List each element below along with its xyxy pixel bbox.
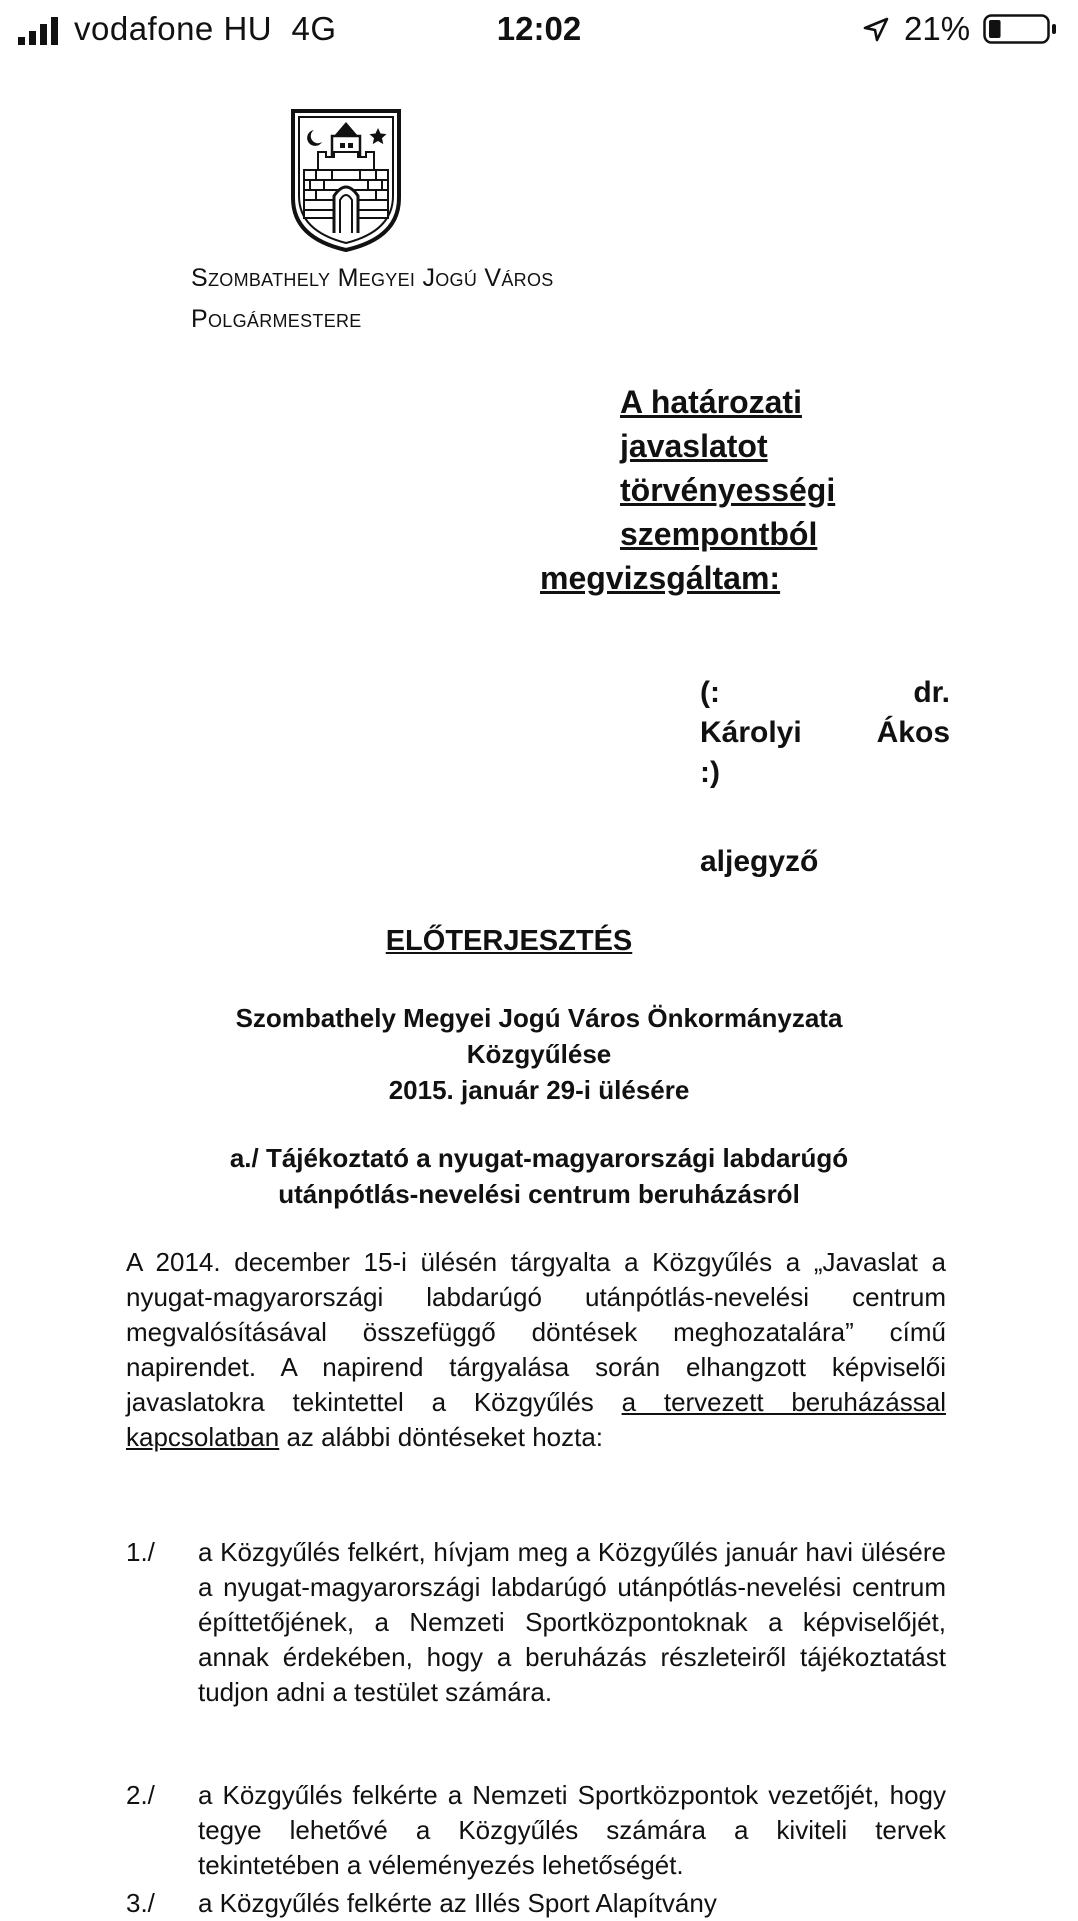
document-title: ELŐTERJESZTÉS: [385, 925, 633, 957]
intro-text-end: az alábbi döntéseket hozta:: [279, 1422, 604, 1452]
battery-percent: 21%: [904, 10, 971, 47]
letterhead-org-line2: Polgármestere: [191, 305, 362, 333]
sig-name-last: Ákos: [876, 716, 950, 749]
stamp-line: törvényességi: [620, 472, 836, 508]
subject-line2: utánpótlás-nevelési centrum beruházásról: [278, 1179, 800, 1209]
document-title-wrap: [0, 925, 1078, 958]
stamp-line: szempontból: [620, 516, 818, 552]
legal-check-stamp: [540, 380, 860, 600]
carrier-name: vodafone HU: [74, 10, 273, 47]
battery-icon: [983, 14, 1059, 44]
subject-block: [0, 1140, 1078, 1212]
decision-item-2: [126, 1778, 946, 1883]
intro-underlined-text: a tervezett beruházással kapcsolatban: [126, 1387, 946, 1452]
item-number: 3./: [126, 1888, 155, 1918]
item-text: a Közgyűlés felkért, hívjam meg a Közgyűlés január havi ülésére a nyugat-magyarországi labdarúgó utánpótlás-nevelési centrum építtetőjének, a Nemzeti Sportközpontoknak a képviselőjét, annak érdekében, hogy a beruházás részleteiről tájékoztatást tudjon adni a testület számára.: [198, 1537, 946, 1707]
subject-line1: a./ Tájékoztató a nyugat-magyarországi labdarúgó: [229, 1143, 849, 1173]
sig-open-right: dr.: [913, 676, 950, 709]
item-text: a Közgyűlés felkérte az Illés Sport Alapítvány: [198, 1888, 717, 1918]
decision-item-1: [126, 1535, 946, 1710]
meeting-date: 2015. január 29-i ülésére: [388, 1075, 690, 1105]
sig-open-left: (:: [700, 676, 720, 709]
intro-text: A 2014. december 15-i ülésén tárgyalta a Közgyűlés a „Javaslat a nyugat-magyarországi labdarúgó utánpótlás-nevelési centrum megvalósításával összefüggő döntések meghozatalára” című napirendet. A napirend tárgyalása során elhangzott képviselői javaslatokra tekintettel a Közgyűlés: [126, 1247, 946, 1417]
addressee-line2: Közgyűlése: [466, 1039, 612, 1069]
signature-name: [700, 716, 950, 750]
network-type: 4G: [291, 10, 337, 47]
letterhead-org-line1: Szombathely Megyei Jogú Város: [191, 264, 554, 292]
item-text: a Közgyűlés felkérte a Nemzeti Sportközpontok vezetőjét, hogy tegye lehetővé a Közgyűlés számára a kiviteli tervek tekintetében a véleményezés lehetőségét.: [198, 1780, 946, 1880]
stamp-line: A határozati: [620, 384, 802, 420]
intro-paragraph: [126, 1245, 946, 1455]
signature-close: :): [700, 756, 720, 789]
item-number: 2./: [126, 1780, 155, 1810]
stamp-line: megvizsgáltam:: [540, 560, 781, 596]
addressee-block: [0, 1000, 1078, 1108]
location-arrow-icon: [862, 16, 890, 44]
signatory-role: aljegyző: [700, 845, 819, 878]
status-time: 12:02: [496, 10, 582, 47]
decision-item-3: [126, 1886, 946, 1921]
status-bar: [0, 0, 1078, 60]
sig-name-first: Károlyi: [700, 716, 802, 749]
signature-line-1: [700, 676, 950, 710]
stamp-line: javaslatot: [620, 428, 768, 464]
item-number: 1./: [126, 1537, 155, 1567]
city-coat-of-arms: [290, 108, 402, 253]
addressee-line1: Szombathely Megyei Jogú Város Önkormányzata: [235, 1003, 843, 1033]
